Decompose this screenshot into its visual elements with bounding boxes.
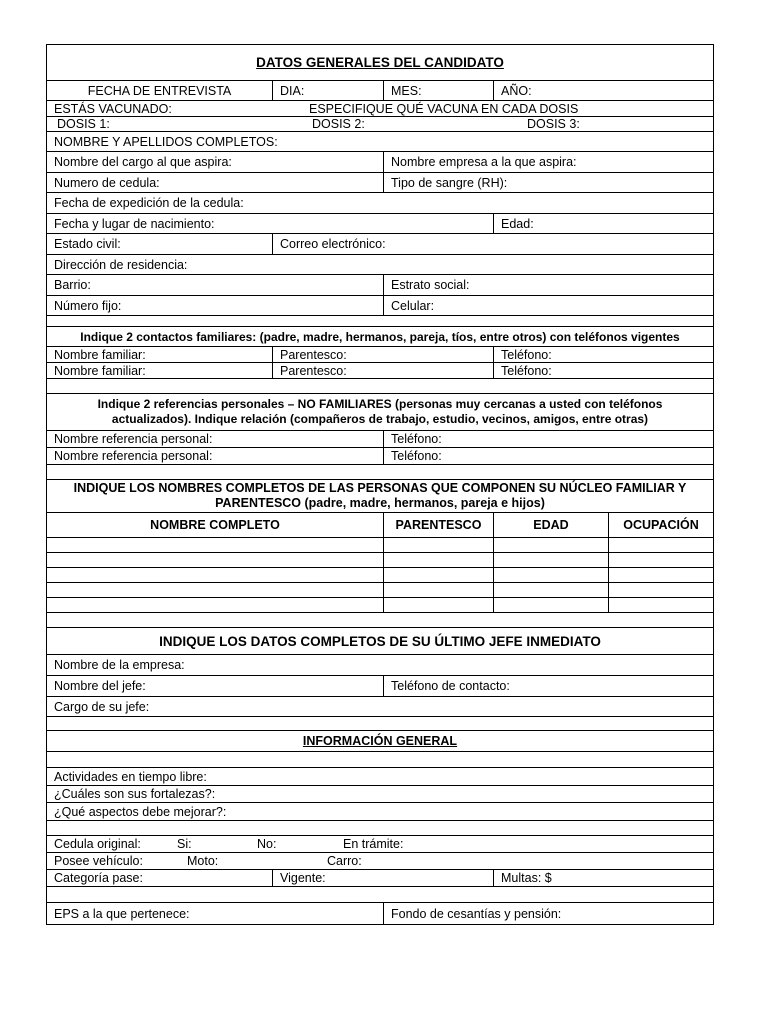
full-name-field[interactable]: NOMBRE Y APELLIDOS COMPLETOS:: [54, 134, 278, 149]
original-id-row: [46, 836, 714, 853]
household-age-cell[interactable]: [494, 598, 609, 612]
household-name-cell[interactable]: [47, 553, 384, 567]
vaccine-specify-label: ESPECIFIQUE QUÉ VACUNA EN CADA DOSIS: [309, 101, 579, 116]
full-name-row: [46, 132, 714, 152]
general-header-row: [46, 731, 714, 752]
license-row: [46, 870, 714, 887]
references-header-row: [46, 394, 714, 431]
age-field[interactable]: Edad:: [501, 216, 534, 231]
boss-company-field[interactable]: Nombre de la empresa:: [54, 658, 185, 672]
boss-name-field[interactable]: Nombre del jefe:: [47, 676, 384, 696]
household-header: INDIQUE LOS NOMBRES COMPLETOS DE LAS PERSONAS QUE COMPONEN SU NÚCLEO FAMILIAR Y PARENTESCO (padre, madre, hermanos, pareja e hijos): [73, 481, 687, 510]
col-age: EDAD: [494, 513, 609, 537]
social-stratum-field[interactable]: Estrato social:: [391, 278, 470, 292]
general-header-text: INFORMACIÓN GENERAL: [302, 734, 458, 748]
household-name-cell[interactable]: [47, 568, 384, 582]
motorcycle-field[interactable]: Moto:: [187, 854, 219, 868]
month-field[interactable]: MES:: [384, 81, 494, 100]
family-contact-row: [46, 363, 714, 379]
spacer-row: [46, 379, 714, 394]
boss-position-field[interactable]: Cargo de su jefe:: [54, 699, 150, 714]
id-row: [46, 173, 714, 193]
dose3-field[interactable]: DOSIS 3:: [527, 117, 580, 131]
original-id-label: Cedula original:: [54, 837, 141, 851]
spacer-row: [46, 821, 714, 836]
dose1-field[interactable]: DOSIS 1:: [57, 117, 110, 131]
reference-phone-field[interactable]: Teléfono:: [391, 432, 442, 446]
general-header: [47, 731, 713, 751]
issue-date-row: [46, 193, 714, 214]
household-relation-cell[interactable]: [384, 583, 494, 597]
household-occupation-cell[interactable]: [609, 568, 713, 582]
spacer-row: [46, 887, 714, 903]
household-header-row: [46, 480, 714, 513]
household-relation-cell[interactable]: [384, 568, 494, 582]
form-title-text: DATOS GENERALES DEL CANDIDATO: [256, 55, 504, 70]
spacer-row: [46, 316, 714, 327]
address-field[interactable]: Dirección de residencia:: [54, 257, 188, 272]
vehicle-label: Posee vehículo:: [54, 854, 143, 868]
references-header: Indique 2 referencias personales – NO FAMILIARES (personas muy cercanas a usted con teléfonos actualizados). Indique relación (compañeros de trabajo, estudio, vecinos, amigos, entre otras): [97, 397, 663, 426]
family-relation-field[interactable]: Parentesco:: [273, 363, 494, 378]
dose2-field[interactable]: DOSIS 2:: [312, 117, 365, 131]
reference-phone-field[interactable]: Teléfono:: [391, 449, 442, 463]
household-row: [46, 583, 714, 598]
civil-row: [46, 234, 714, 255]
household-row: [46, 598, 714, 613]
boss-header: INDIQUE LOS DATOS COMPLETOS DE SU ÚLTIMO JEFE INMEDIATO: [159, 633, 601, 649]
reference-name-field[interactable]: Nombre referencia personal:: [47, 448, 384, 464]
reference-name-field[interactable]: Nombre referencia personal:: [47, 431, 384, 447]
candidate-form: [46, 44, 714, 925]
vehicle-row: [46, 853, 714, 870]
household-age-cell[interactable]: [494, 538, 609, 552]
spacer-row: [46, 613, 714, 628]
strengths-field[interactable]: ¿Cuáles son sus fortalezas?:: [54, 787, 216, 801]
year-field[interactable]: AÑO:: [501, 83, 532, 98]
household-name-cell[interactable]: [47, 583, 384, 597]
vaccinated-field[interactable]: ESTÁS VACUNADO:: [54, 101, 172, 116]
household-name-cell[interactable]: [47, 538, 384, 552]
interview-date-label: FECHA DE ENTREVISTA: [47, 81, 273, 100]
boss-position-row: [46, 697, 714, 717]
original-id-pending[interactable]: En trámite:: [343, 837, 404, 851]
household-columns-row: [46, 513, 714, 538]
free-time-field[interactable]: Actividades en tiempo libre:: [54, 769, 207, 784]
form-title: [47, 45, 713, 80]
household-occupation-cell[interactable]: [609, 538, 713, 552]
family-contact-row: [46, 347, 714, 363]
position-field[interactable]: Nombre del cargo al que aspira:: [47, 152, 384, 172]
household-relation-cell[interactable]: [384, 538, 494, 552]
boss-phone-field[interactable]: Teléfono de contacto:: [391, 679, 510, 693]
dose-row: [46, 117, 714, 132]
family-name-field[interactable]: Nombre familiar:: [47, 347, 273, 362]
spacer-row: [46, 465, 714, 480]
eps-row: [46, 903, 714, 925]
strengths-row: [46, 786, 714, 803]
family-phone-field[interactable]: Teléfono:: [501, 347, 552, 362]
family-contacts-header: Indique 2 contactos familiares: (padre, madre, hermanos, pareja, tíos, entre otros) con teléfonos vigentes: [80, 329, 680, 344]
household-age-cell[interactable]: [494, 568, 609, 582]
position-row: [46, 152, 714, 173]
family-contacts-header-row: [46, 327, 714, 347]
company-field[interactable]: Nombre empresa a la que aspira:: [391, 155, 577, 169]
day-field[interactable]: DIA:: [273, 81, 384, 100]
household-name-cell[interactable]: [47, 598, 384, 612]
reference-row: [46, 448, 714, 465]
household-relation-cell[interactable]: [384, 598, 494, 612]
boss-header-row: [46, 628, 714, 655]
family-phone-field[interactable]: Teléfono:: [501, 363, 552, 378]
household-occupation-cell[interactable]: [609, 583, 713, 597]
col-relationship: PARENTESCO: [384, 513, 494, 537]
pension-fund-field[interactable]: Fondo de cesantías y pensión:: [391, 906, 562, 921]
improve-field[interactable]: ¿Qué aspectos debe mejorar?:: [54, 804, 227, 819]
col-full-name: NOMBRE COMPLETO: [47, 513, 384, 537]
issue-date-field[interactable]: Fecha de expedición de la cedula:: [54, 196, 244, 210]
vaccine-row: [46, 101, 714, 117]
address-row: [46, 255, 714, 275]
form-title-row: [46, 44, 714, 81]
household-age-cell[interactable]: [494, 583, 609, 597]
fines-field[interactable]: Multas: $: [501, 871, 552, 885]
license-category-field[interactable]: Categoría pase:: [47, 870, 273, 886]
birth-field[interactable]: Fecha y lugar de nacimiento:: [47, 214, 494, 233]
spacer-row: [46, 752, 714, 768]
household-row: [46, 538, 714, 553]
household-relation-cell[interactable]: [384, 553, 494, 567]
original-id-no[interactable]: No:: [257, 837, 277, 851]
landline-field[interactable]: Número fijo:: [47, 296, 384, 315]
license-valid-field[interactable]: Vigente:: [273, 870, 494, 886]
mobile-field[interactable]: Celular:: [391, 298, 435, 313]
household-age-cell[interactable]: [494, 553, 609, 567]
household-row: [46, 553, 714, 568]
original-id-yes[interactable]: Si:: [177, 837, 192, 851]
civil-status-field[interactable]: Estado civil:: [47, 234, 273, 254]
interview-date-row: [46, 81, 714, 101]
free-time-row: [46, 768, 714, 786]
col-occupation: OCUPACIÓN: [623, 518, 699, 532]
boss-name-row: [46, 676, 714, 697]
reference-row: [46, 431, 714, 448]
spacer-row: [46, 717, 714, 731]
family-relation-field[interactable]: Parentesco:: [273, 347, 494, 362]
phone-row: [46, 296, 714, 316]
household-occupation-cell[interactable]: [609, 598, 713, 612]
household-occupation-cell[interactable]: [609, 553, 713, 567]
neighborhood-field[interactable]: Barrio:: [47, 275, 384, 295]
eps-field[interactable]: EPS a la que pertenece:: [47, 903, 384, 924]
id-number-field[interactable]: Numero de cedula:: [47, 173, 384, 192]
family-name-field[interactable]: Nombre familiar:: [47, 363, 273, 378]
blood-type-field[interactable]: Tipo de sangre (RH):: [391, 175, 508, 190]
car-field[interactable]: Carro:: [327, 854, 362, 868]
neighborhood-row: [46, 275, 714, 296]
birth-row: [46, 214, 714, 234]
household-row: [46, 568, 714, 583]
improve-row: [46, 803, 714, 821]
email-field[interactable]: Correo electrónico:: [280, 237, 386, 251]
boss-company-row: [46, 655, 714, 676]
